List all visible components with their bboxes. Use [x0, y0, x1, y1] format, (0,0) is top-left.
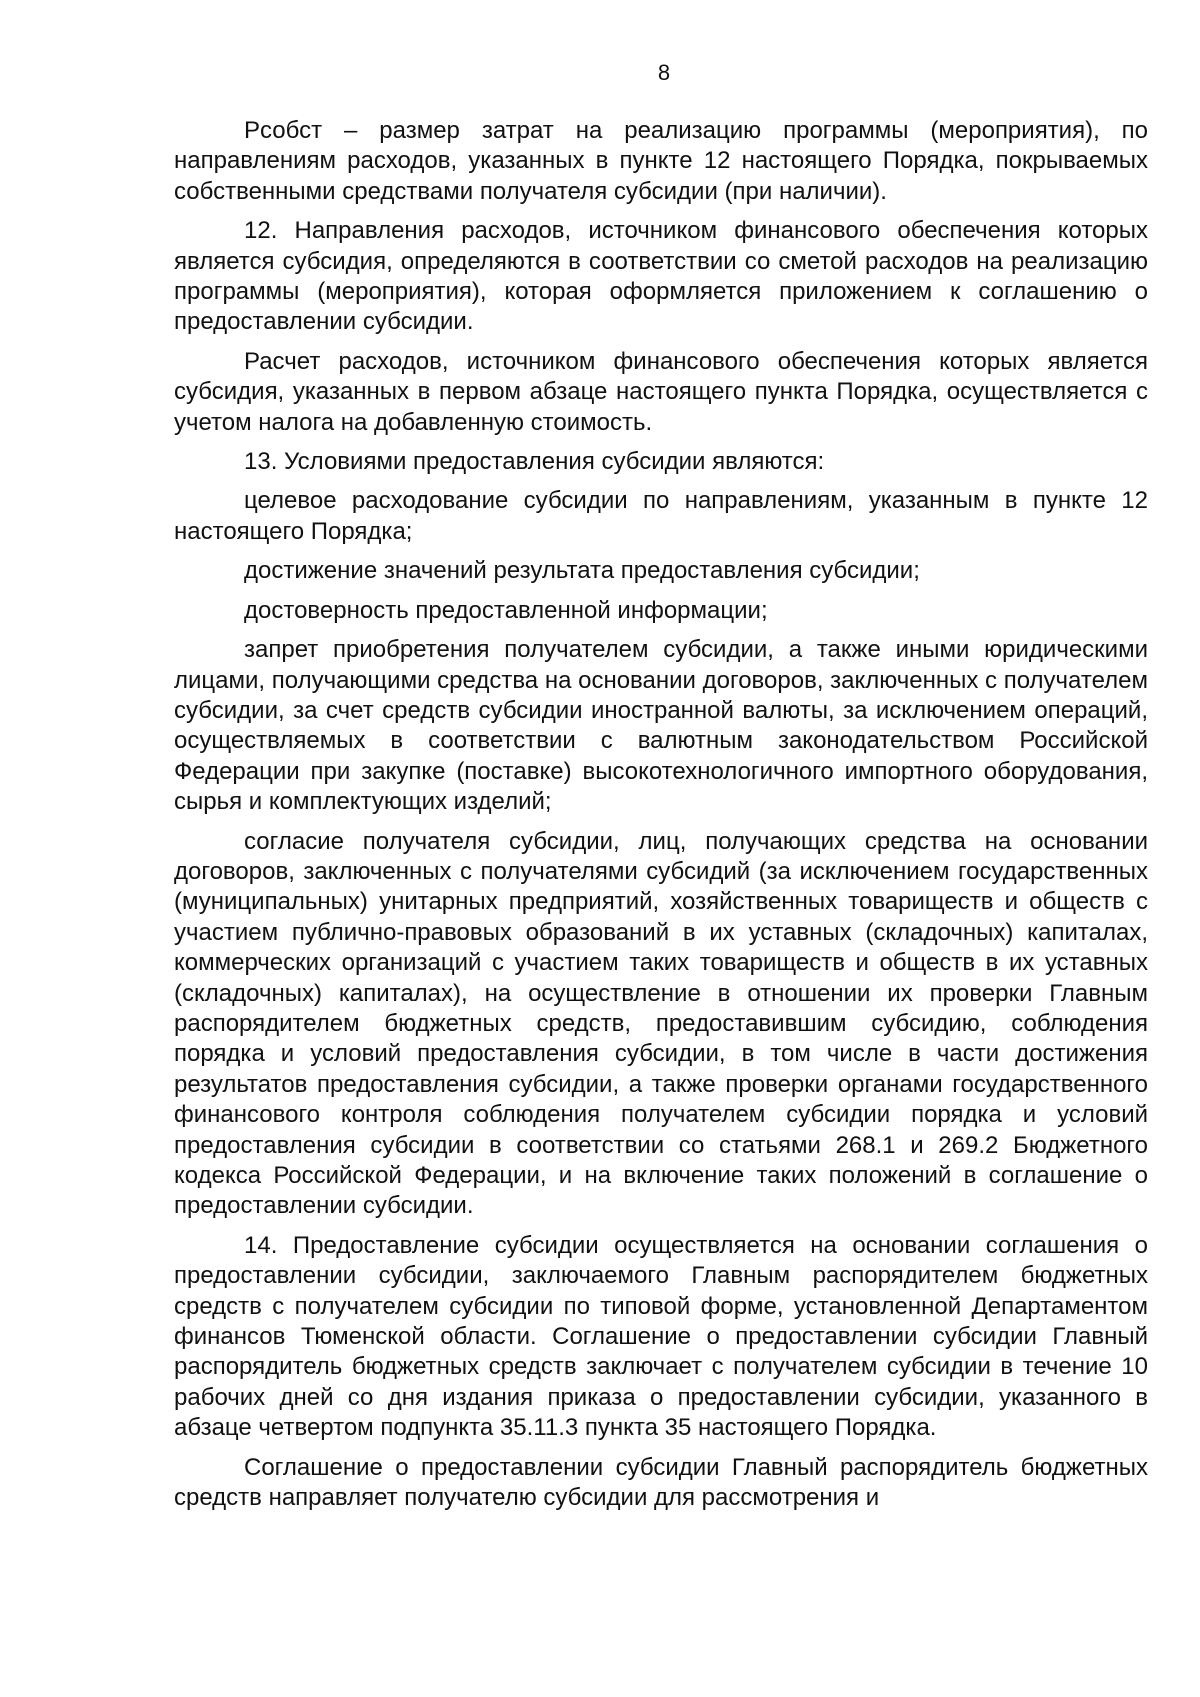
paragraph: согласие получателя субсидии, лиц, получающих средства на основании договоров, заключенных с получателями субсидий (за исключением государственных (муниципальных) унитарных предприятий, хозяйственных товариществ и обществ с участием публично-правовых образований в их уставных (складочных) капиталах, коммерческих организаций с участием таких товариществ и обществ в их уставных (складочных) капиталах), на осуществление в отношении их проверки Главным распорядителем бюджетных средств, предоставившим субсидию, соблюдения порядка и условий предоставления субсидии, в том числе в части достижения результатов предоставления субсидии, а также проверки органами государственного финансового контроля соблюдения получателем субсидии порядка и условий предоставления субсидии в соответствии со статьями 268.1 и 269.2 Бюджетного кодекса Российской Федерации, и на включение таких положений в соглашение о предоставлении субсидии. — [174, 827, 1148, 1220]
paragraph: 12. Направления расходов, источником финансового обеспечения которых является субсидия, определяются в соответствии со сметой расходов на реализацию программы (мероприятия), которая оформляется приложением к соглашению о предоставлении субсидии. — [174, 217, 1148, 336]
paragraph: 13. Условиями предоставления субсидии являются: — [244, 448, 825, 476]
paragraph: Соглашение о предоставлении субсидии Главный распорядитель бюджетных средств направляет получателю субсидии для рассмотрения и — [174, 1453, 1148, 1512]
paragraph: 14. Предоставление субсидии осуществляется на основании соглашения о предоставлении субсидии, заключаемого Главным распорядителем бюджетных средств с получателем субсидии по типовой форме, установленной Департаментом финансов Тюменской области. Соглашение о предоставлении субсидии Главный распорядитель бюджетных средств заключает с получателем субсидии в течение 10 рабочих дней со дня издания приказа о предоставлении субсидии, указанного в абзаце четвертом подпункта 35.11.3 пункта 35 настоящего Порядка. — [174, 1231, 1148, 1442]
paragraph: целевое расходование субсидии по направлениям, указанным в пункте 12 настоящего Порядка; — [174, 487, 1148, 545]
page-number: 8 — [657, 60, 671, 85]
body-text — [174, 116, 1148, 1522]
paragraph: достоверность предоставленной информации; — [244, 596, 768, 624]
paragraph: Рсобст – размер затрат на реализацию программы (мероприятия), по направлениям расходов, указанных в пункте 12 настоящего Порядка, покрываемых собственными средствами получателя субсидии (при наличии). — [174, 117, 1148, 205]
paragraph: Расчет расходов, источником финансового обеспечения которых является субсидия, указанных в первом абзаце настоящего пункта Порядка, осуществляется с учетом налога на добавленную стоимость. — [174, 347, 1148, 436]
paragraph: достижение значений результата предоставления субсидии; — [244, 557, 920, 585]
paragraph: запрет приобретения получателем субсидии, а также иными юридическими лицами, получающими средства на основании договоров, заключенных с получателем субсидии, за счет средств субсидии иностранной валюты, за исключением операций, осуществляемых в соответствии с валютным законодательством Российской Федерации при закупке (поставке) высокотехнологичного импортного оборудования, сырья и комплектующих изделий; — [174, 636, 1148, 816]
